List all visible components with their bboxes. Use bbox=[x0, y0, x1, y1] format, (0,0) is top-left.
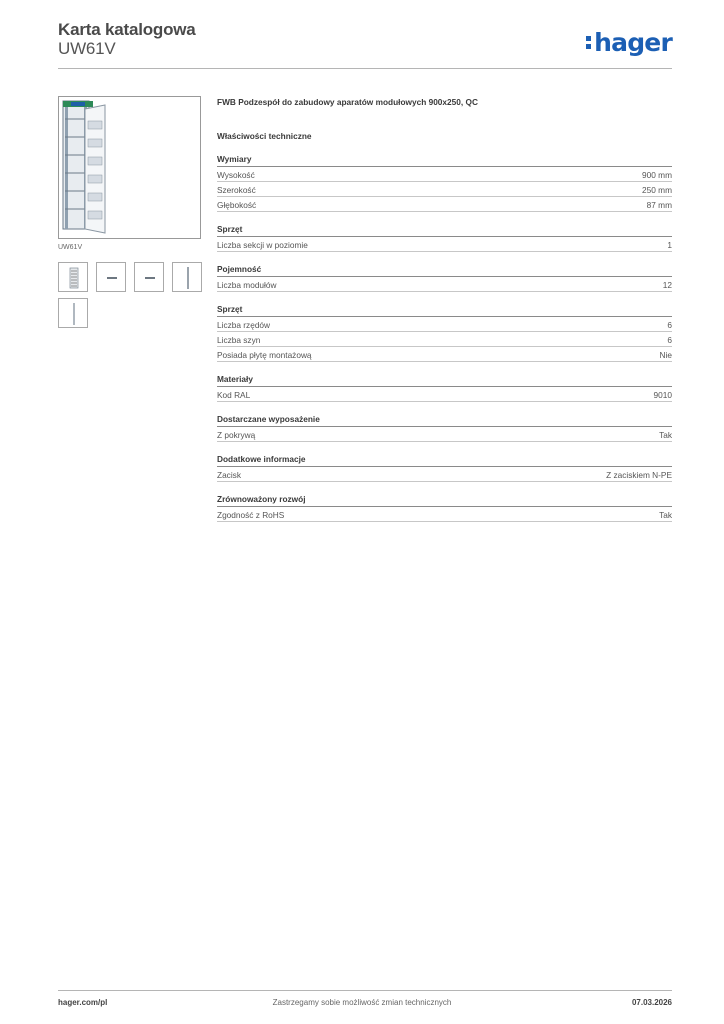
spec-label: Liczba sekcji w poziomie bbox=[217, 239, 308, 250]
product-details bbox=[217, 96, 672, 522]
spec-label: Posiada płytę montażową bbox=[217, 349, 312, 360]
spec-row bbox=[217, 507, 672, 522]
spec-value: Tak bbox=[659, 429, 672, 440]
spec-value: 250 mm bbox=[642, 184, 672, 195]
panel-bottom-icon bbox=[135, 263, 165, 293]
spec-section bbox=[217, 453, 672, 482]
spec-section bbox=[217, 223, 672, 252]
spec-row bbox=[217, 167, 672, 182]
section-title: Sprzęt bbox=[217, 303, 672, 317]
spec-row bbox=[217, 427, 672, 442]
thumbnail-side-view[interactable] bbox=[172, 262, 202, 292]
footer-date: 07.03.2026 bbox=[631, 998, 672, 1007]
header-divider bbox=[58, 68, 672, 69]
hager-logo[interactable] bbox=[582, 28, 672, 56]
spec-value: Tak bbox=[659, 509, 672, 520]
thumbnail-top-view[interactable] bbox=[96, 262, 126, 292]
thumbnail-side-view-2[interactable] bbox=[58, 298, 88, 328]
spec-value: 87 mm bbox=[646, 199, 672, 210]
spec-row bbox=[217, 197, 672, 212]
spec-value: 900 mm bbox=[642, 169, 672, 180]
spec-row bbox=[217, 277, 672, 292]
spec-row bbox=[217, 237, 672, 252]
spec-label: Liczba szyn bbox=[217, 334, 261, 345]
product-code: UW61V bbox=[58, 39, 116, 58]
spec-label: Wysokość bbox=[217, 169, 255, 180]
spec-section bbox=[217, 373, 672, 402]
spec-section bbox=[217, 153, 672, 212]
spec-value: 6 bbox=[667, 319, 672, 330]
section-title: Zrównoważony rozwój bbox=[217, 493, 672, 507]
panel-side-icon bbox=[173, 263, 203, 293]
logo-mark-icon bbox=[586, 36, 592, 52]
panel-top-icon bbox=[97, 263, 127, 293]
tech-properties-heading: Właściwości techniczne bbox=[217, 131, 312, 141]
spec-value: Nie bbox=[659, 349, 672, 360]
section-title: Sprzęt bbox=[217, 223, 672, 237]
spec-section bbox=[217, 263, 672, 292]
spec-label: Zacisk bbox=[217, 469, 241, 480]
page-title: Karta katalogowa bbox=[58, 20, 196, 39]
product-image[interactable] bbox=[58, 96, 201, 239]
footer-divider bbox=[58, 990, 672, 991]
spec-value: 6 bbox=[667, 334, 672, 345]
thumbnail-bottom-view[interactable] bbox=[134, 262, 164, 292]
spec-row bbox=[217, 182, 672, 197]
spec-label: Liczba rzędów bbox=[217, 319, 271, 330]
spec-label: Głębokość bbox=[217, 199, 257, 210]
spec-label: Zgodność z RoHS bbox=[217, 509, 285, 520]
logo-text: hager bbox=[594, 28, 672, 57]
panel-front-icon bbox=[59, 263, 89, 293]
spec-row bbox=[217, 317, 672, 332]
product-image-caption: UW61V bbox=[58, 244, 83, 251]
spec-value: 1 bbox=[667, 239, 672, 250]
spec-section bbox=[217, 413, 672, 442]
section-title: Dostarczane wyposażenie bbox=[217, 413, 672, 427]
spec-value: 12 bbox=[662, 279, 672, 290]
page-header bbox=[58, 20, 672, 70]
spec-value: Z zaciskiem N-PE bbox=[606, 469, 672, 480]
section-title: Wymiary bbox=[217, 153, 672, 167]
spec-row bbox=[217, 332, 672, 347]
spec-section bbox=[217, 303, 672, 362]
footer-disclaimer: Zastrzegamy sobie możliwość zmian technicznych bbox=[272, 998, 452, 1007]
spec-row bbox=[217, 347, 672, 362]
panel-side-icon bbox=[59, 299, 89, 329]
spec-label: Szerokość bbox=[217, 184, 256, 195]
thumbnail-front-view[interactable] bbox=[58, 262, 88, 292]
spec-label: Kod RAL bbox=[217, 389, 251, 400]
spec-row bbox=[217, 467, 672, 482]
section-title: Dodatkowe informacje bbox=[217, 453, 672, 467]
section-title: Materiały bbox=[217, 373, 672, 387]
distribution-panel-illustration bbox=[59, 97, 200, 238]
spec-label: Liczba modułów bbox=[217, 279, 277, 290]
spec-row bbox=[217, 387, 672, 402]
spec-section bbox=[217, 493, 672, 522]
footer-website-link[interactable]: hager.com/pl bbox=[58, 998, 108, 1007]
section-title: Pojemność bbox=[217, 263, 672, 277]
spec-value: 9010 bbox=[653, 389, 672, 400]
spec-label: Z pokrywą bbox=[217, 429, 256, 440]
product-name: FWB Podzespół do zabudowy aparatów modułowych 900x250, QC bbox=[217, 97, 478, 107]
